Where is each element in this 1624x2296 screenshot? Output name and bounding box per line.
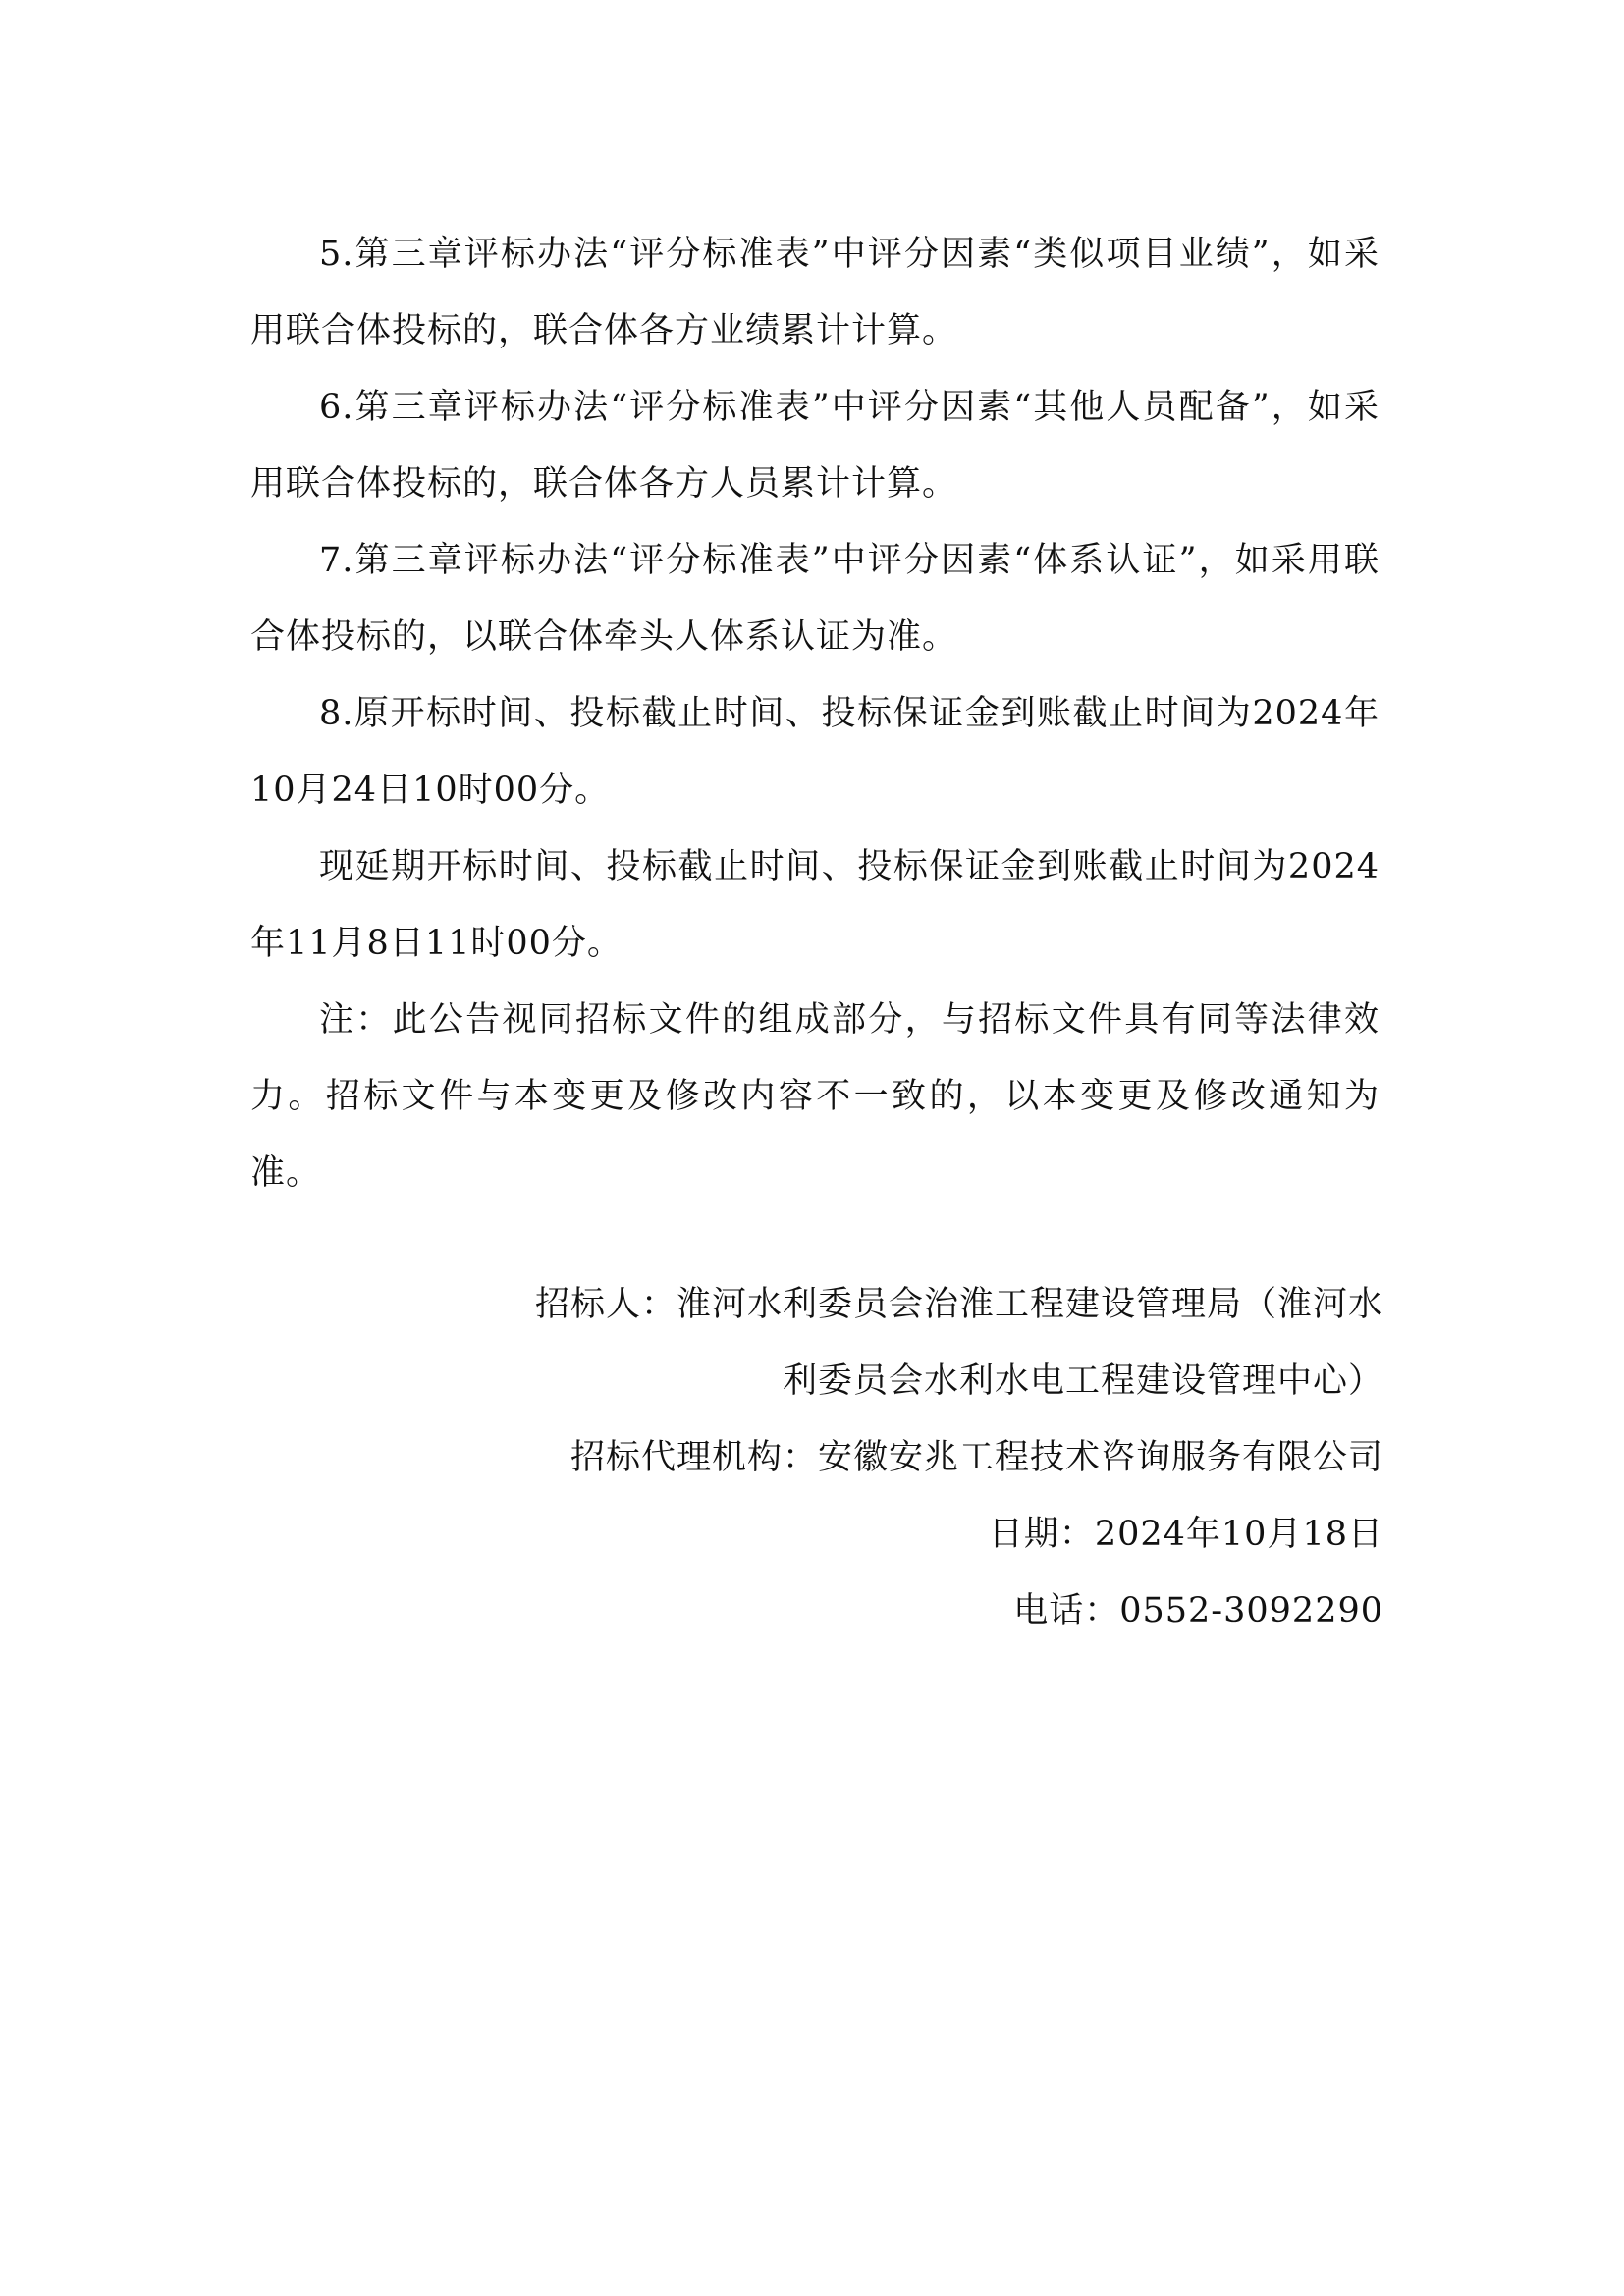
clause-8-extended-time: 现延期开标时间、投标截止时间、投标保证金到账截止时间为2024年11月8日11时00分。 [250, 847, 1380, 963]
clause-8-original-time: 8.原开标时间、投标截止时间、投标保证金到账截止时间为2024年10月24日10时00分。 [250, 694, 1380, 810]
tenderer-line-1: 招标人：淮河水利委员会治淮工程建设管理局（淮河水 [534, 1285, 1383, 1324]
tenderer-line-2: 利委员会水利水电工程建设管理中心） [782, 1362, 1383, 1401]
agency-line: 招标代理机构：安徽安兆工程技术咨询服务有限公司 [569, 1438, 1383, 1477]
clause-7: 7.第三章评标办法“评分标准表”中评分因素“体系认证”，如采用联合体投标的，以联合体牵头人体系认证为准。 [250, 541, 1380, 657]
clause-6: 6.第三章评标办法“评分标准表”中评分因素“其他人员配备”，如采用联合体投标的，联合体各方人员累计计算。 [250, 388, 1380, 504]
clause-5: 5.第三章评标办法“评分标准表”中评分因素“类似项目业绩”，如采用联合体投标的，联合体各方业绩累计计算。 [250, 235, 1380, 350]
signature-block [402, 1266, 1383, 1649]
phone-line: 电话：0552-3092290 [1013, 1591, 1383, 1630]
date-line: 日期：2024年10月18日 [988, 1515, 1383, 1554]
note-paragraph: 注：此公告视同招标文件的组成部分，与招标文件具有同等法律效力。招标文件与本变更及修改内容不一致的，以本变更及修改通知为准。 [250, 1000, 1380, 1193]
notice-body [250, 216, 1380, 1211]
